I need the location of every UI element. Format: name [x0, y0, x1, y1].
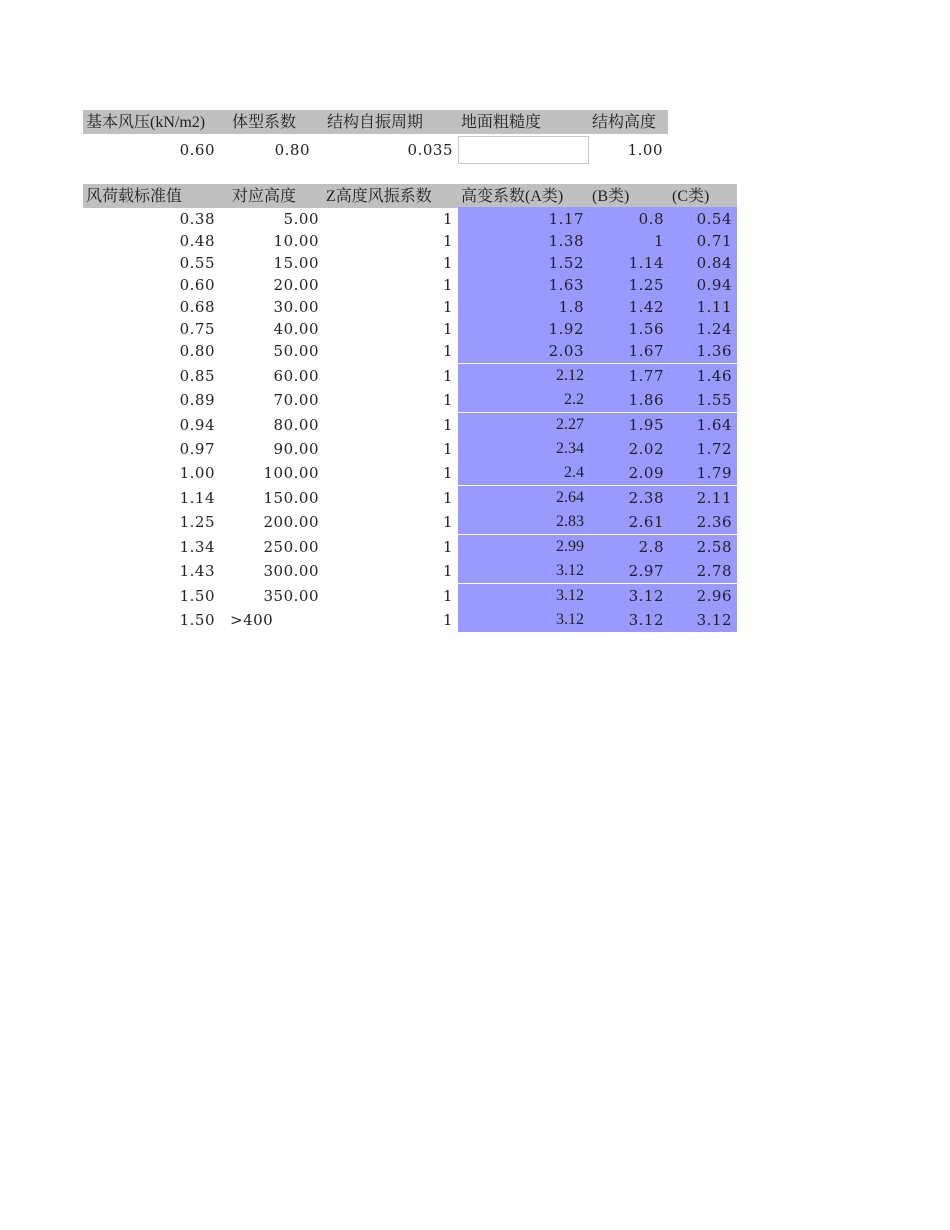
cell-height[interactable]: 70.00	[273, 391, 319, 409]
cell-vibration[interactable]: 1	[442, 513, 453, 531]
cell-coef-a[interactable]: 1.38	[458, 229, 589, 253]
table-row	[83, 437, 737, 461]
table-row	[83, 486, 737, 510]
cell-height[interactable]: 15.00	[273, 254, 319, 272]
cell-wind-load[interactable]: 0.85	[179, 367, 215, 385]
cell-coef-a[interactable]: 2.03	[458, 339, 589, 363]
cell-coef-b[interactable]: 1.95	[589, 413, 669, 437]
cell-vibration[interactable]: 1	[442, 210, 453, 228]
cell-coef-c[interactable]: 0.71	[669, 229, 737, 253]
cell-height[interactable]: 200.00	[263, 513, 319, 531]
cell-vibration[interactable]: 1	[442, 391, 453, 409]
cell-height[interactable]: 20.00	[273, 276, 319, 294]
header-structure-height[interactable]: 结构高度	[592, 114, 657, 131]
cell-wind-load[interactable]: 0.68	[179, 298, 215, 316]
cell-wind-load[interactable]: 0.38	[179, 210, 215, 228]
cell-wind-load[interactable]: 0.80	[179, 342, 215, 360]
cell-coef-b[interactable]: 2.38	[589, 486, 669, 510]
cell-wind-load[interactable]: 0.97	[179, 440, 215, 458]
cell-vibration[interactable]: 1	[442, 440, 453, 458]
cell-coef-b[interactable]: 3.12	[589, 584, 669, 608]
header-wind-load-standard[interactable]: 风荷载标准值	[86, 188, 183, 205]
parameter-header-row	[83, 110, 668, 134]
cell-coef-c[interactable]: 1.11	[669, 295, 737, 319]
cell-wind-load[interactable]: 0.55	[179, 254, 215, 272]
cell-height[interactable]: >400	[230, 611, 274, 629]
value-ground-roughness-input[interactable]	[458, 136, 589, 164]
value-shape-coefficient[interactable]: 0.80	[274, 141, 310, 159]
cell-coef-b[interactable]: 1.25	[589, 273, 669, 297]
cell-vibration[interactable]: 1	[442, 298, 453, 316]
table-row	[83, 339, 737, 363]
value-natural-period[interactable]: 0.035	[407, 141, 453, 159]
cell-coef-c[interactable]: 2.36	[669, 510, 737, 534]
cell-height[interactable]: 5.00	[283, 210, 319, 228]
cell-coef-a[interactable]: 3.12	[458, 584, 589, 608]
cell-wind-load[interactable]: 1.43	[179, 562, 215, 580]
cell-vibration[interactable]: 1	[442, 320, 453, 338]
cell-height[interactable]: 100.00	[263, 464, 319, 482]
cell-vibration[interactable]: 1	[442, 562, 453, 580]
cell-coef-a[interactable]: 2.99	[458, 535, 589, 559]
cell-coef-a[interactable]: 1.17	[458, 207, 589, 231]
table-row	[83, 535, 737, 559]
cell-coef-b[interactable]: 2.97	[589, 559, 669, 583]
cell-vibration[interactable]: 1	[442, 254, 453, 272]
cell-coef-c[interactable]: 1.36	[669, 339, 737, 363]
table-row	[83, 413, 737, 437]
cell-wind-load[interactable]: 1.50	[179, 587, 215, 605]
table-row	[83, 207, 737, 231]
cell-wind-load[interactable]: 0.94	[179, 416, 215, 434]
cell-coef-a[interactable]: 1.63	[458, 273, 589, 297]
cell-coef-b[interactable]: 2.09	[589, 461, 669, 485]
cell-vibration[interactable]: 1	[442, 342, 453, 360]
cell-coef-a[interactable]: 2.34	[458, 437, 589, 461]
table-row	[83, 364, 737, 388]
cell-coef-b[interactable]: 1.56	[589, 317, 669, 341]
cell-coef-c[interactable]: 0.54	[669, 207, 737, 231]
cell-coef-a[interactable]: 2.12	[458, 364, 589, 388]
cell-vibration[interactable]: 1	[442, 611, 453, 629]
cell-height[interactable]: 350.00	[263, 587, 319, 605]
cell-coef-a[interactable]: 1.8	[458, 295, 589, 319]
cell-height[interactable]: 50.00	[273, 342, 319, 360]
cell-wind-load[interactable]: 0.48	[179, 232, 215, 250]
cell-height[interactable]: 90.00	[273, 440, 319, 458]
header-height-coef-a[interactable]: 高变系数(A类)	[461, 188, 564, 205]
table-row	[83, 388, 737, 412]
cell-wind-load[interactable]: 1.14	[179, 489, 215, 507]
cell-coef-b[interactable]: 0.8	[589, 207, 669, 231]
cell-coef-c[interactable]: 0.84	[669, 251, 737, 275]
cell-height[interactable]: 30.00	[273, 298, 319, 316]
cell-coef-c[interactable]: 2.58	[669, 535, 737, 559]
cell-coef-a[interactable]: 2.64	[458, 486, 589, 510]
cell-coef-b[interactable]: 2.8	[589, 535, 669, 559]
cell-coef-c[interactable]: 1.64	[669, 413, 737, 437]
cell-vibration[interactable]: 1	[442, 276, 453, 294]
cell-coef-c[interactable]: 2.78	[669, 559, 737, 583]
table-row	[83, 584, 737, 608]
cell-coef-b[interactable]: 1.86	[589, 388, 669, 412]
table-row	[83, 295, 737, 319]
cell-coef-b[interactable]: 1.42	[589, 295, 669, 319]
cell-height[interactable]: 300.00	[263, 562, 319, 580]
table-row	[83, 317, 737, 341]
cell-wind-load[interactable]: 0.60	[179, 276, 215, 294]
table-row	[83, 510, 737, 534]
cell-coef-c[interactable]: 2.11	[669, 486, 737, 510]
cell-coef-c[interactable]: 1.72	[669, 437, 737, 461]
cell-wind-load[interactable]: 1.25	[179, 513, 215, 531]
table-row	[83, 608, 737, 632]
cell-coef-a[interactable]: 3.12	[458, 559, 589, 583]
header-wind-vibration[interactable]: Z高度风振系数	[326, 188, 432, 205]
header-shape-coefficient[interactable]: 体型系数	[232, 114, 297, 131]
cell-coef-a[interactable]: 1.52	[458, 251, 589, 275]
header-height-coef-c[interactable]: (C类)	[672, 188, 710, 205]
cell-vibration[interactable]: 1	[442, 367, 453, 385]
cell-coef-c[interactable]: 1.79	[669, 461, 737, 485]
cell-coef-c[interactable]: 3.12	[669, 608, 737, 632]
cell-height[interactable]: 10.00	[273, 232, 319, 250]
cell-height[interactable]: 250.00	[263, 538, 319, 556]
cell-coef-b[interactable]: 1.67	[589, 339, 669, 363]
header-ground-roughness[interactable]: 地面粗糙度	[461, 114, 542, 131]
cell-vibration[interactable]: 1	[442, 538, 453, 556]
cell-height[interactable]: 60.00	[273, 367, 319, 385]
cell-coef-a[interactable]: 3.12	[458, 608, 589, 632]
cell-coef-a[interactable]: 2.4	[458, 461, 589, 485]
cell-coef-a[interactable]: 1.92	[458, 317, 589, 341]
cell-wind-load[interactable]: 0.75	[179, 320, 215, 338]
cell-coef-b[interactable]: 2.61	[589, 510, 669, 534]
header-natural-period[interactable]: 结构自振周期	[327, 114, 424, 131]
value-structure-height[interactable]: 1.00	[627, 141, 663, 159]
cell-wind-load[interactable]: 1.34	[179, 538, 215, 556]
cell-height[interactable]: 40.00	[273, 320, 319, 338]
table-row	[83, 251, 737, 275]
cell-coef-b[interactable]: 1.77	[589, 364, 669, 388]
table-header-row	[83, 184, 737, 208]
cell-coef-b[interactable]: 1.14	[589, 251, 669, 275]
cell-wind-load[interactable]: 1.00	[179, 464, 215, 482]
cell-coef-c[interactable]: 2.96	[669, 584, 737, 608]
cell-coef-c[interactable]: 0.94	[669, 273, 737, 297]
cell-vibration[interactable]: 1	[442, 232, 453, 250]
cell-coef-c[interactable]: 1.46	[669, 364, 737, 388]
cell-wind-load[interactable]: 0.89	[179, 391, 215, 409]
table-row	[83, 559, 737, 583]
cell-vibration[interactable]: 1	[442, 587, 453, 605]
table-row	[83, 273, 737, 297]
cell-coef-c[interactable]: 1.55	[669, 388, 737, 412]
cell-coef-a[interactable]: 2.2	[458, 388, 589, 412]
cell-vibration[interactable]: 1	[442, 464, 453, 482]
cell-height[interactable]: 80.00	[273, 416, 319, 434]
cell-coef-a[interactable]: 2.83	[458, 510, 589, 534]
cell-vibration[interactable]: 1	[442, 489, 453, 507]
cell-wind-load[interactable]: 1.50	[179, 611, 215, 629]
cell-coef-b[interactable]: 3.12	[589, 608, 669, 632]
cell-vibration[interactable]: 1	[442, 416, 453, 434]
cell-coef-b[interactable]: 2.02	[589, 437, 669, 461]
cell-coef-b[interactable]: 1	[589, 229, 669, 253]
value-basic-wind-pressure[interactable]: 0.60	[179, 141, 215, 159]
header-height[interactable]: 对应高度	[232, 188, 297, 205]
cell-height[interactable]: 150.00	[263, 489, 319, 507]
cell-coef-a[interactable]: 2.27	[458, 413, 589, 437]
table-row	[83, 229, 737, 253]
header-basic-wind-pressure[interactable]: 基本风压(kN/m2)	[86, 114, 206, 131]
table-row	[83, 461, 737, 485]
cell-coef-c[interactable]: 1.24	[669, 317, 737, 341]
parameter-value-row	[83, 138, 668, 162]
header-height-coef-b[interactable]: (B类)	[592, 188, 630, 205]
